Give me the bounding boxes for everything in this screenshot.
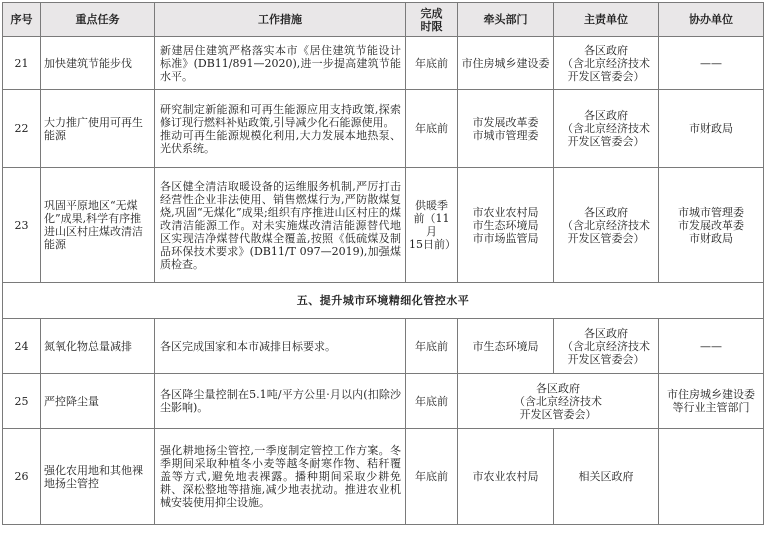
header-deadline: 完成 时限 — [406, 3, 458, 37]
header-lead: 牵头部门 — [458, 3, 554, 37]
task-table — [2, 2, 764, 525]
cell-measure: 各区健全清洁取暖设备的运维服务机制,严厉打击经营性企业非法使用、销售燃煤行为,严防散煤复烧,巩固“无煤化”成果;组织有序推进山区村庄的煤改清洁能源工作。对未实施煤改清洁能源替代地区实现洁净煤替代散煤全覆盖,按照《低硫煤及制品环保技术要求》(DB11/T 097—2019),加强煤质检查。 — [155, 168, 406, 283]
cell-main: 各区政府 （含北京经济技术 开发区管委会） — [554, 168, 659, 283]
cell-assist: —— — [659, 319, 764, 374]
header-seq: 序号 — [3, 3, 41, 37]
cell-deadline: 年底前 — [406, 374, 458, 429]
cell-deadline: 年底前 — [406, 37, 458, 90]
cell-seq: 23 — [3, 168, 41, 283]
cell-task: 大力推广使用可再生能源 — [41, 90, 155, 168]
cell-assist: 市财政局 — [659, 90, 764, 168]
cell-seq: 24 — [3, 319, 41, 374]
cell-seq: 21 — [3, 37, 41, 90]
cell-lead: 市农业农村局 — [458, 429, 554, 525]
table-row — [3, 37, 764, 90]
cell-seq: 22 — [3, 90, 41, 168]
cell-assist: 市住房城乡建设委 等行业主管部门 — [659, 374, 764, 429]
cell-assist: —— — [659, 37, 764, 90]
header-task: 重点任务 — [41, 3, 155, 37]
cell-main: 各区政府 （含北京经济技术 开发区管委会） — [554, 37, 659, 90]
cell-task: 强化农用地和其他裸地扬尘管控 — [41, 429, 155, 525]
cell-main: 各区政府 （含北京经济技术 开发区管委会） — [554, 319, 659, 374]
cell-lead: 市住房城乡建设委 — [458, 37, 554, 90]
cell-measure: 新建居住建筑严格落实本市《居住建筑节能设计标准》(DB11/891—2020),进一步提高建筑节能水平。 — [155, 37, 406, 90]
table-row — [3, 319, 764, 374]
section-title: 五、提升城市环境精细化管控水平 — [3, 283, 764, 319]
cell-deadline: 年底前 — [406, 90, 458, 168]
cell-deadline: 供暖季 前（11月 15日前） — [406, 168, 458, 283]
cell-task: 严控降尘量 — [41, 374, 155, 429]
cell-measure: 研究制定新能源和可再生能源应用支持政策,探索修订现行燃料补贴政策,引导减少化石能源使用。 推动可再生能源规模化利用,大力发展本地热泵、光伏系统。 — [155, 90, 406, 168]
cell-lead: 市农业农村局 市生态环境局 市市场监管局 — [458, 168, 554, 283]
cell-assist — [659, 429, 764, 525]
table-header-row — [3, 3, 764, 37]
table-row — [3, 374, 764, 429]
header-assist: 协办单位 — [659, 3, 764, 37]
cell-seq: 25 — [3, 374, 41, 429]
cell-measure: 各区降尘量控制在5.1吨/平方公里·月以内(扣除沙尘影响)。 — [155, 374, 406, 429]
cell-measure: 各区完成国家和本市减排目标要求。 — [155, 319, 406, 374]
cell-main: 相关区政府 — [554, 429, 659, 525]
cell-task: 氮氧化物总量减排 — [41, 319, 155, 374]
section-row — [3, 283, 764, 319]
cell-deadline: 年底前 — [406, 319, 458, 374]
header-main: 主责单位 — [554, 3, 659, 37]
cell-task: 巩固平原地区“无煤化”成果,科学有序推进山区村庄煤改清洁能源 — [41, 168, 155, 283]
cell-assist: 市城市管理委 市发展改革委 市财政局 — [659, 168, 764, 283]
table-row — [3, 90, 764, 168]
cell-lead-main: 各区政府 （含北京经济技术 开发区管委会） — [458, 374, 659, 429]
cell-deadline: 年底前 — [406, 429, 458, 525]
cell-task: 加快建筑节能步伐 — [41, 37, 155, 90]
table-row — [3, 168, 764, 283]
cell-measure: 强化耕地扬尘管控,一季度制定管控工作方案。冬季期间采取种植冬小麦等越冬耐寒作物、秸秆覆盖等方式,避免地表裸露。播种期间采取少耕免耕、深松整地等措施,减少地表扰动。推进农业机械安装使用抑尘设施。 — [155, 429, 406, 525]
header-measure: 工作措施 — [155, 3, 406, 37]
table-row — [3, 429, 764, 525]
cell-main: 各区政府 （含北京经济技术 开发区管委会） — [554, 90, 659, 168]
cell-seq: 26 — [3, 429, 41, 525]
cell-lead: 市发展改革委 市城市管理委 — [458, 90, 554, 168]
cell-lead: 市生态环境局 — [458, 319, 554, 374]
